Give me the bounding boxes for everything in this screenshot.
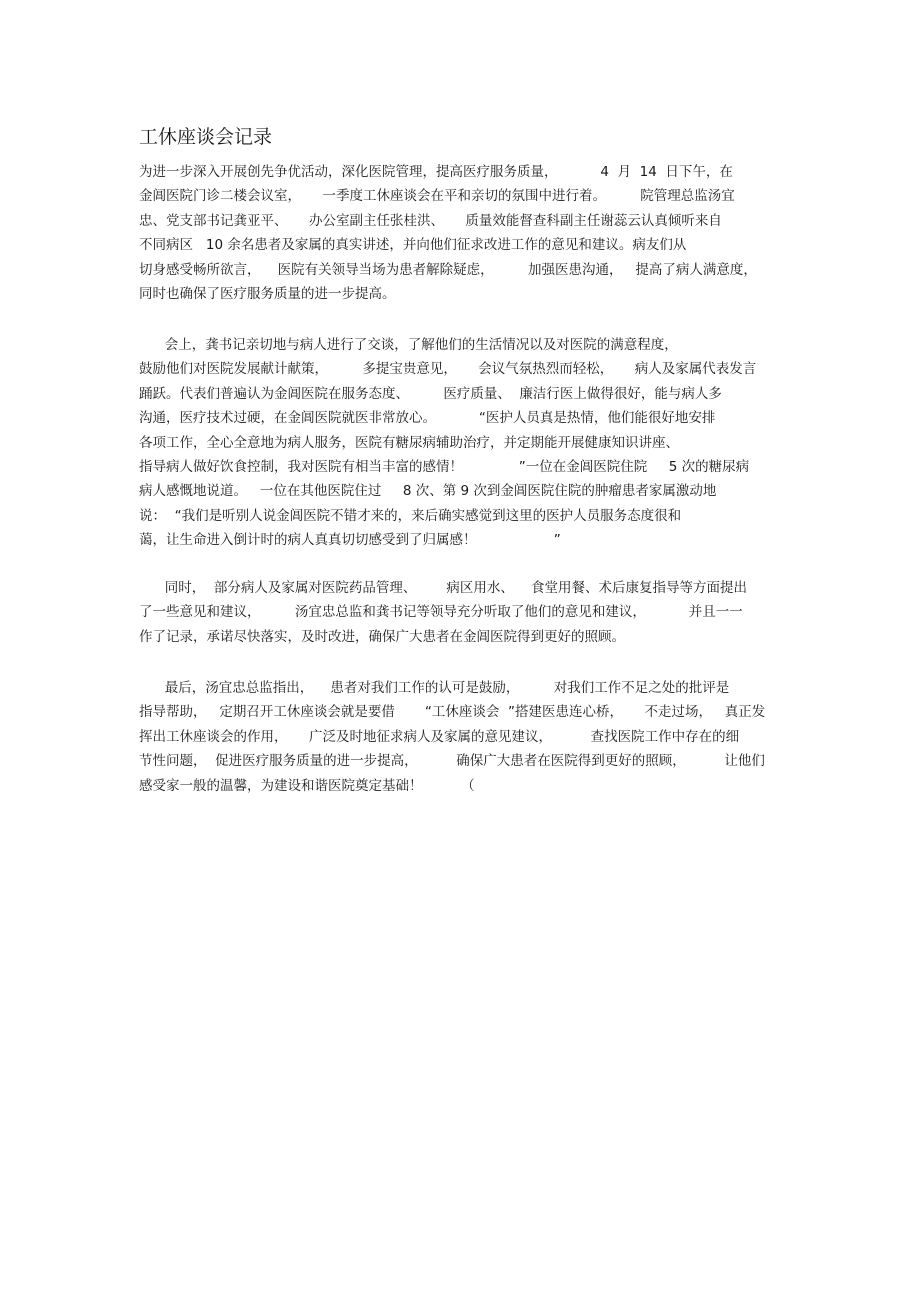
text-line: 指导病人做好饮食控制，我对医院有相当丰富的感情！ ”一位在金阊医院住院 5 次的糖尿病 (139, 458, 750, 475)
text-line: 蔼，让生命进入倒计时的病人真真切切感受到了归属感！ ” (139, 532, 561, 549)
text-line: 了一些意见和建议， 汤宜忠总监和龚书记等领导充分听取了他们的意见和建议， 并且一一 (139, 604, 743, 621)
paragraph-1 (139, 160, 789, 306)
text-line: 同时也确保了医疗服务质量的进一步提高。 (139, 285, 396, 302)
text-line: 挥出工休座谈会的作用， 广泛及时地征求病人及家属的意见建议， 查找医院工作中存在的细 (139, 728, 740, 745)
text-line: 不同病区 10 余名患者及家属的真实讲述，并向他们征求改进工作的意见和建议。病友们从 (139, 237, 687, 254)
text-line: 各项工作，全心全意地为病人服务，医院有糖尿病辅助治疗，并定期能开展健康知识讲座、 (139, 434, 679, 451)
text-line: 会上，龚书记亲切地与病人进行了交谈，了解他们的生活情况以及对医院的满意程度， (139, 337, 678, 353)
paragraph-2 (139, 333, 789, 553)
text-line: 沟通，医疗技术过硬，在金阊医院就医非常放心。 “医护人员真是热情，他们能很好地安排 (139, 410, 716, 427)
paragraph-4 (139, 676, 789, 798)
text-line: 病人感慨地说道。 一位在其他医院住过 8 次、第 9 次到金阊医院住院的肿瘤患者家属激动地 (139, 483, 717, 500)
text-line: 忠、党支部书记龚亚平、 办公室副主任张桂洪、 质量效能督查科副主任谢蕊云认真倾听来自 (139, 212, 722, 229)
paragraph-3 (139, 576, 789, 649)
text-line: 最后，汤宜忠总监指出， 患者对我们工作的认可是鼓励， 对我们工作不足之处的批评是 (139, 680, 730, 696)
text-line: 节性问题， 促进医疗服务质量的进一步提高， 确保广大患者在医院得到更好的照顾， 让他们 (139, 753, 765, 770)
text-line: 踊跃。代表们普遍认为金阊医院在服务态度、 医疗质量、 廉洁行医上做得很好，能与病人多 (139, 385, 722, 402)
text-line: 切身感受畅所欲言， 医院有关领导当场为患者解除疑虑， 加强医患沟通， 提高了病人满意度， (139, 261, 757, 278)
text-line: 指导帮助， 定期召开工休座谈会就是要借 “工休座谈会 ”搭建医患连心桥， 不走过场， 真正发 (139, 704, 766, 721)
text-line: 感受家一般的温馨，为建设和谐医院奠定基础！ （ (139, 777, 475, 794)
text-line: 为进一步深入开展创先争优活动，深化医院管理，提高医疗服务质量， 4 月 14 日下午，在 (139, 164, 733, 180)
text-line: 金阊医院门诊二楼会议室， 一季度工休座谈会在平和亲切的氛围中进行着。 院管理总监汤宜 (139, 188, 735, 205)
text-line: 鼓励他们对医院发展献计献策， 多提宝贵意见， 会议气氛热烈而轻松， 病人及家属代表发言 (139, 361, 757, 378)
document-title: 工休座谈会记录 (139, 126, 273, 148)
text-line: 同时， 部分病人及家属对医院药品管理、 病区用水、 食堂用餐、术后康复指导等方面提出 (139, 580, 748, 596)
text-line: 作了记录，承诺尽快落实，及时改进，确保广大患者在金阊医院得到更好的照顾。 (139, 628, 625, 645)
text-line: 说： “我们是听别人说金阊医院不错才来的，来后确实感觉到这里的医护人员服务态度很和 (139, 507, 682, 524)
